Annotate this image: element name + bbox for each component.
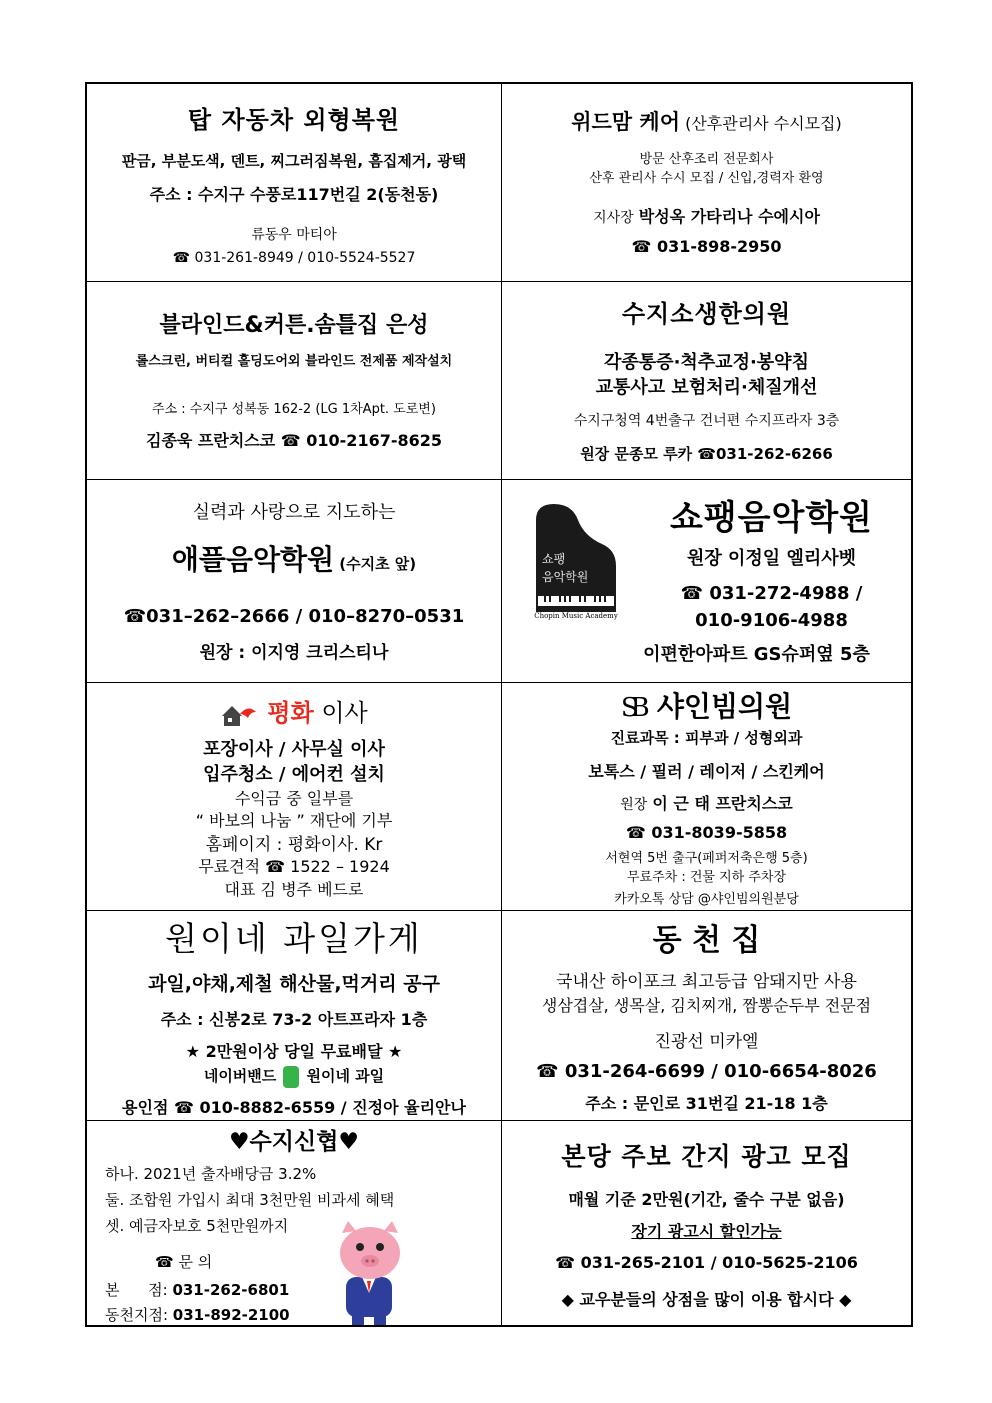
ad-director-row [502,791,911,814]
ad-blind [87,282,502,480]
ad-line: 포장이사 / 사무실 이사 [203,739,385,760]
ad-owner-row [502,204,911,227]
ad-line: 롤스크린, 버티컬 홀딩도어외 블라인드 전제품 제작설치 [135,354,453,369]
ad-suji-coop [87,1121,502,1325]
ad-phone: 010-9106-4988 [695,610,848,631]
ad-title: 원이네 과일가게 [165,919,423,958]
ad-address: 주소 : 수지구 수풍로117번길 2(동천동) [149,185,439,204]
ad-branch-row [105,1279,501,1300]
ad-line: 보톡스 / 필러 / 레이저 / 스킨케어 [588,762,825,781]
ad-director: 원장 이정일 엘리사벳 [686,548,857,569]
ad-phone: ☎031–262–2666 / 010–8270–0531 [123,606,465,627]
ad-line: 교통사고 보험처리·체질개선 [595,377,818,398]
band-icon [283,1066,299,1088]
pig-icon [332,1219,408,1325]
ad-address: 수지구청역 4번출구 건너편 수지프라자 3층 [573,413,840,429]
ad-line: 국내산 하이포크 최고등급 암돼지만 사용 [556,972,857,992]
ad-title: 쇼팽음악학원 [669,498,874,538]
ad-line: 홈페이지 : 평화이사. Kr [205,835,383,855]
ad-branch-row [105,1304,501,1325]
ad-title: 블라인드&커튼.솜틀집 은성 [159,313,429,338]
ad-owner: 진광선 미카엘 [654,1032,759,1052]
ad-line: 무료주차 : 건물 지하 주차장 [626,870,787,885]
ad-line: 하나. 2021년 출자배당금 3.2% [105,1165,317,1183]
ad-title: 본당 주보 간지 광고 모집 [561,1142,852,1171]
branch-phone: 031-892-2100 [172,1306,290,1324]
ad-phone: ☎ 031-272-4988 / [680,583,863,604]
ad-address: 주소 : 수지구 성복동 162-2 (LG 1차Apt. 도로변) [152,402,436,417]
ad-apple-music [87,480,502,683]
ad-owner: 대표 김 병주 베드로 [224,880,364,899]
ad-line: 카카오톡 상담 @샤인빔의원분당 [614,892,799,907]
ad-line: 매월 기준 2만원(기간, 줄수 구분 없음) [568,1190,845,1209]
ad-title-rest: 이사 [313,699,368,727]
ad-pyeonghwa-moving [87,683,502,911]
ad-line: 방문 산후조리 전문회사 [639,152,774,167]
ad-line: 진료과목 : 피부과 / 성형외과 [610,729,803,747]
ad-phone: 무료견적 ☎ 1522 – 1924 [198,857,390,876]
ad-inquiry: ☎ 문 의 [155,1253,213,1271]
ad-director: 이 근 태 프란치스코 [652,794,793,813]
ad-address: 주소 : 신봉2로 73-2 아트프라자 1층 [160,1010,428,1029]
ad-widmom [502,84,911,282]
ad-phone: ☎ 031-898-2950 [631,237,782,256]
ad-subtitle: (산후관리사 수시모집) [685,114,842,133]
ad-fruit-store [87,911,502,1121]
logo-text-1: 쇼팽 [542,552,566,566]
ad-title: 수지소생한의원 [621,300,792,328]
ad-dongcheon-jip [502,911,911,1121]
ad-title-row [502,106,911,136]
ad-band-pre: 네이버밴드 [203,1067,277,1085]
ad-band-row [87,1065,501,1088]
ad-title: 샤인빔의원 [656,690,793,723]
ad-line: 서현역 5번 출구(페퍼저축은행 5층) [605,851,808,866]
ad-phone: ☎ 031-8039-5858 [625,823,788,842]
ad-line: 둘. 조합원 가입시 최대 3천만원 비과세 혜택 [105,1191,395,1209]
branch-label: 동천지점: [105,1306,169,1324]
ad-line: 과일,야채,제철 해산물,먹거리 공구 [148,973,440,995]
ad-title: 동 천 집 [652,923,761,958]
ad-title-row [502,685,911,725]
ad-owner: 박성옥 가타리나 수에시아 [638,207,820,226]
ad-grid [85,82,913,1327]
ad-owner: 류동우 마티아 [251,227,337,243]
ad-title-note: (수지초 앞) [339,555,417,573]
ad-band-post: 원이네 과일 [306,1067,385,1085]
ad-line: 각종통증·척추교정·봉약침 [604,352,809,373]
ad-line: 생삼겹살, 생목살, 김치찌개, 짬뽕순두부 전문점 [541,996,872,1015]
ad-recruit [502,1121,911,1325]
ad-title-row [87,693,501,732]
ad-phone: ☎ 031-261-8949 / 010-5524-5527 [172,250,416,266]
ad-title: 애플음악학원 [171,543,335,576]
ad-phone: ☎ 031-265-2101 / 010-5625-2106 [555,1253,858,1272]
chopin-logo [532,500,620,624]
ad-title-red: 평화 [267,699,314,727]
ad-address: 주소 : 문인로 31번길 21-18 1층 [585,1094,828,1113]
ad-line: “ 바보의 나눔 ” 재단에 기부 [195,811,393,830]
ad-owner-label: 지사장 [593,210,634,226]
ad-title-row [87,538,501,578]
ad-director-label: 원장 [620,797,648,813]
house-icon [220,702,258,732]
ad-title: 위드맘 케어 [571,110,680,134]
ad-tagline: 실력과 사랑으로 지도하는 [192,502,396,523]
ad-line: 산후 관리사 수시 모집 / 신입,경력자 환영 [589,171,824,186]
logo-text-2: 음악학원 [542,570,589,584]
ad-title: ♥수지신협♥ [228,1129,360,1155]
branch-label: 본 점: [105,1281,168,1299]
pig-mascot [332,1219,408,1325]
ad-contact: 용인점 ☎ 010-8882-6559 / 진정아 율리안나 [122,1098,466,1117]
ad-line: 장기 광고시 할인가능 [631,1222,782,1241]
branch-phone: 031-262-6801 [172,1281,290,1299]
ad-address: 이편한아파트 GS슈퍼옆 5층 [643,644,870,665]
ad-shine-beam [502,683,911,911]
ad-contact: 김종욱 프란치스코 ☎ 010-2167-8625 [145,431,443,450]
ad-suji-clinic [502,282,911,480]
ad-top-auto [87,84,502,282]
ad-phone: ☎ 031-264-6699 / 010-6654-8026 [536,1061,877,1082]
ad-line: 수익금 중 일부를 [234,789,354,808]
ad-contact: 원장 문종모 루카 ☎031-262-6266 [580,445,833,463]
ad-footer: ◆ 교우분들의 상점을 많이 이용 합시다 ◆ [561,1290,852,1309]
ad-delivery: ★ 2만원이상 당일 무료배달 ★ [185,1042,403,1061]
ad-line: 셋. 예금자보호 5천만원까지 [105,1217,289,1235]
ad-chopin-music [502,480,911,683]
ad-director: 원장 : 이지영 크리스티나 [199,643,389,663]
ad-title: 탑 자동차 외형복원 [187,106,401,134]
logo-caption: Chopin Music Academy [534,612,618,620]
ad-line: 판금, 부분도색, 덴트, 찌그러짐복원, 흠집제거, 광택 [121,152,467,170]
ad-line: 입주청소 / 에어컨 설치 [203,764,385,785]
sb-logo: SB [620,693,642,723]
